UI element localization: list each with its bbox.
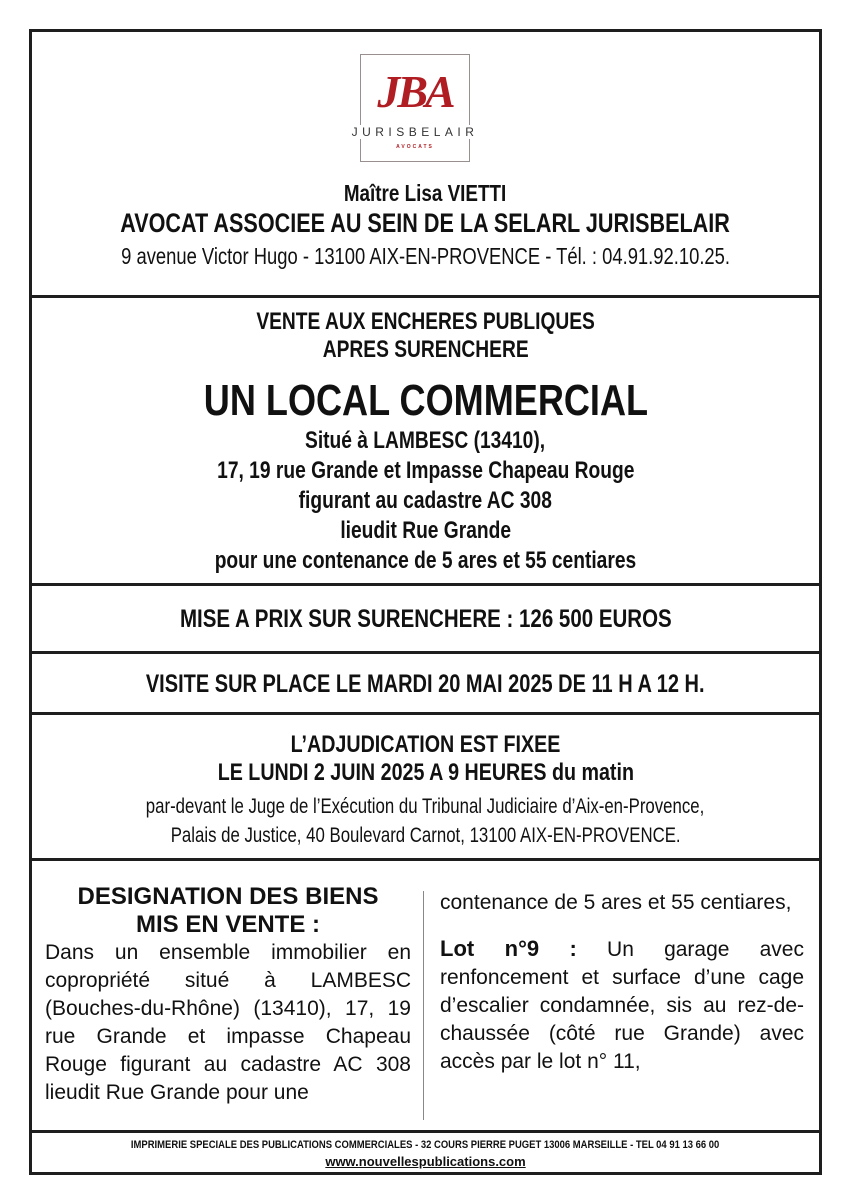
property-location: Situé à LAMBESC (13410), — [305, 427, 546, 454]
lawyer-address-row — [32, 243, 819, 270]
adjudication-section — [32, 715, 819, 861]
adjudication-venue — [32, 792, 819, 850]
lot-9-label: Lot n°9 : — [440, 936, 577, 961]
lawyer-role: AVOCAT ASSOCIEE AU SEIN DE LA SELARL JURISBELAIR — [120, 208, 731, 238]
adjudication-heading: L’ADJUDICATION EST FIXEE — [290, 731, 561, 758]
printer-website[interactable]: www.nouvellespublications.com — [325, 1154, 526, 1169]
designation-left-column — [45, 861, 411, 1130]
designation-title-line2: MIS EN VENTE : — [135, 911, 321, 938]
property-area: pour une contenance de 5 ares et 55 centiares — [214, 547, 637, 574]
printer-info: IMPRIMERIE SPECIALE DES PUBLICATIONS COMMERCIALES - 32 COURS PIERRE PUGET 13006 MARSEILLE - TEL 04 91 13 66 00 — [131, 1139, 720, 1151]
property-details — [32, 426, 819, 576]
starting-price: MISE A PRIX SUR SURENCHERE : 126 500 EUROS — [179, 605, 672, 633]
adjudication-court: par-devant le Juge de l’Exécution du Tribunal Judiciaire d’Aix-en-Provence, — [146, 795, 705, 818]
sale-subtype: APRES SURENCHERE — [322, 336, 529, 363]
designation-description: Dans un ensemble immobilier en copropriété situé à LAMBESC (Bouches-du-Rhône) (13410), 17, 19 rue Grande et impasse Chapeau Rouge figurant au cadastre AC 308 lieudit Rue Grande pour une — [45, 941, 411, 1104]
lawyer-address: 9 avenue Victor Hugo - 13100 AIX-EN-PROVENCE - Tél. : 04.91.92.10.25. — [121, 243, 730, 269]
printer-footer — [32, 1133, 819, 1172]
logo-monogram: JBA — [377, 66, 453, 117]
property-cadastre: figurant au cadastre AC 308 — [298, 487, 553, 514]
property-lieudit: lieudit Rue Grande — [340, 517, 511, 544]
property-title: UN LOCAL COMMERCIAL — [203, 376, 648, 425]
adjudication-date: LE LUNDI 2 JUIN 2025 A 9 HEURES du matin — [217, 759, 634, 786]
column-divider — [423, 891, 424, 1120]
lot-9-description — [440, 935, 804, 1076]
lawyer-role-row — [32, 208, 819, 239]
visit-info: VISITE SUR PLACE LE MARDI 20 MAI 2025 DE 11 H A 12 H. — [146, 670, 705, 698]
designation-section — [32, 861, 819, 1133]
designation-right-column — [440, 861, 804, 1130]
lawyer-name-row — [32, 180, 819, 207]
price-section — [32, 586, 819, 654]
designation-title — [45, 883, 411, 939]
property-address: 17, 19 rue Grande et Impasse Chapeau Rouge — [216, 457, 635, 484]
logo-firm-name: JURISBELAIR — [343, 125, 487, 139]
firm-logo — [351, 54, 479, 162]
designation-title-line1: DESIGNATION DES BIENS — [77, 883, 379, 910]
notice-frame — [29, 29, 822, 1175]
lawyer-header — [32, 32, 819, 298]
adjudication-address: Palais de Justice, 40 Boulevard Carnot, 13100 AIX-EN-PROVENCE. — [170, 824, 681, 847]
lot-9-text: Un garage avec renfoncement et surface d’une cage d’escalier condamnée, sis au rez-de-chaussée (côté rue Grande) avec accès par le lot n° 11, — [440, 938, 804, 1073]
sale-type: VENTE AUX ENCHERES PUBLIQUES — [256, 308, 595, 335]
sale-section — [32, 298, 819, 586]
visit-section — [32, 654, 819, 715]
lawyer-name: Maître Lisa VIETTI — [344, 180, 507, 206]
logo-subtitle: AVOCATS — [396, 144, 434, 150]
designation-area: contenance de 5 ares et 55 centiares, — [440, 891, 792, 914]
